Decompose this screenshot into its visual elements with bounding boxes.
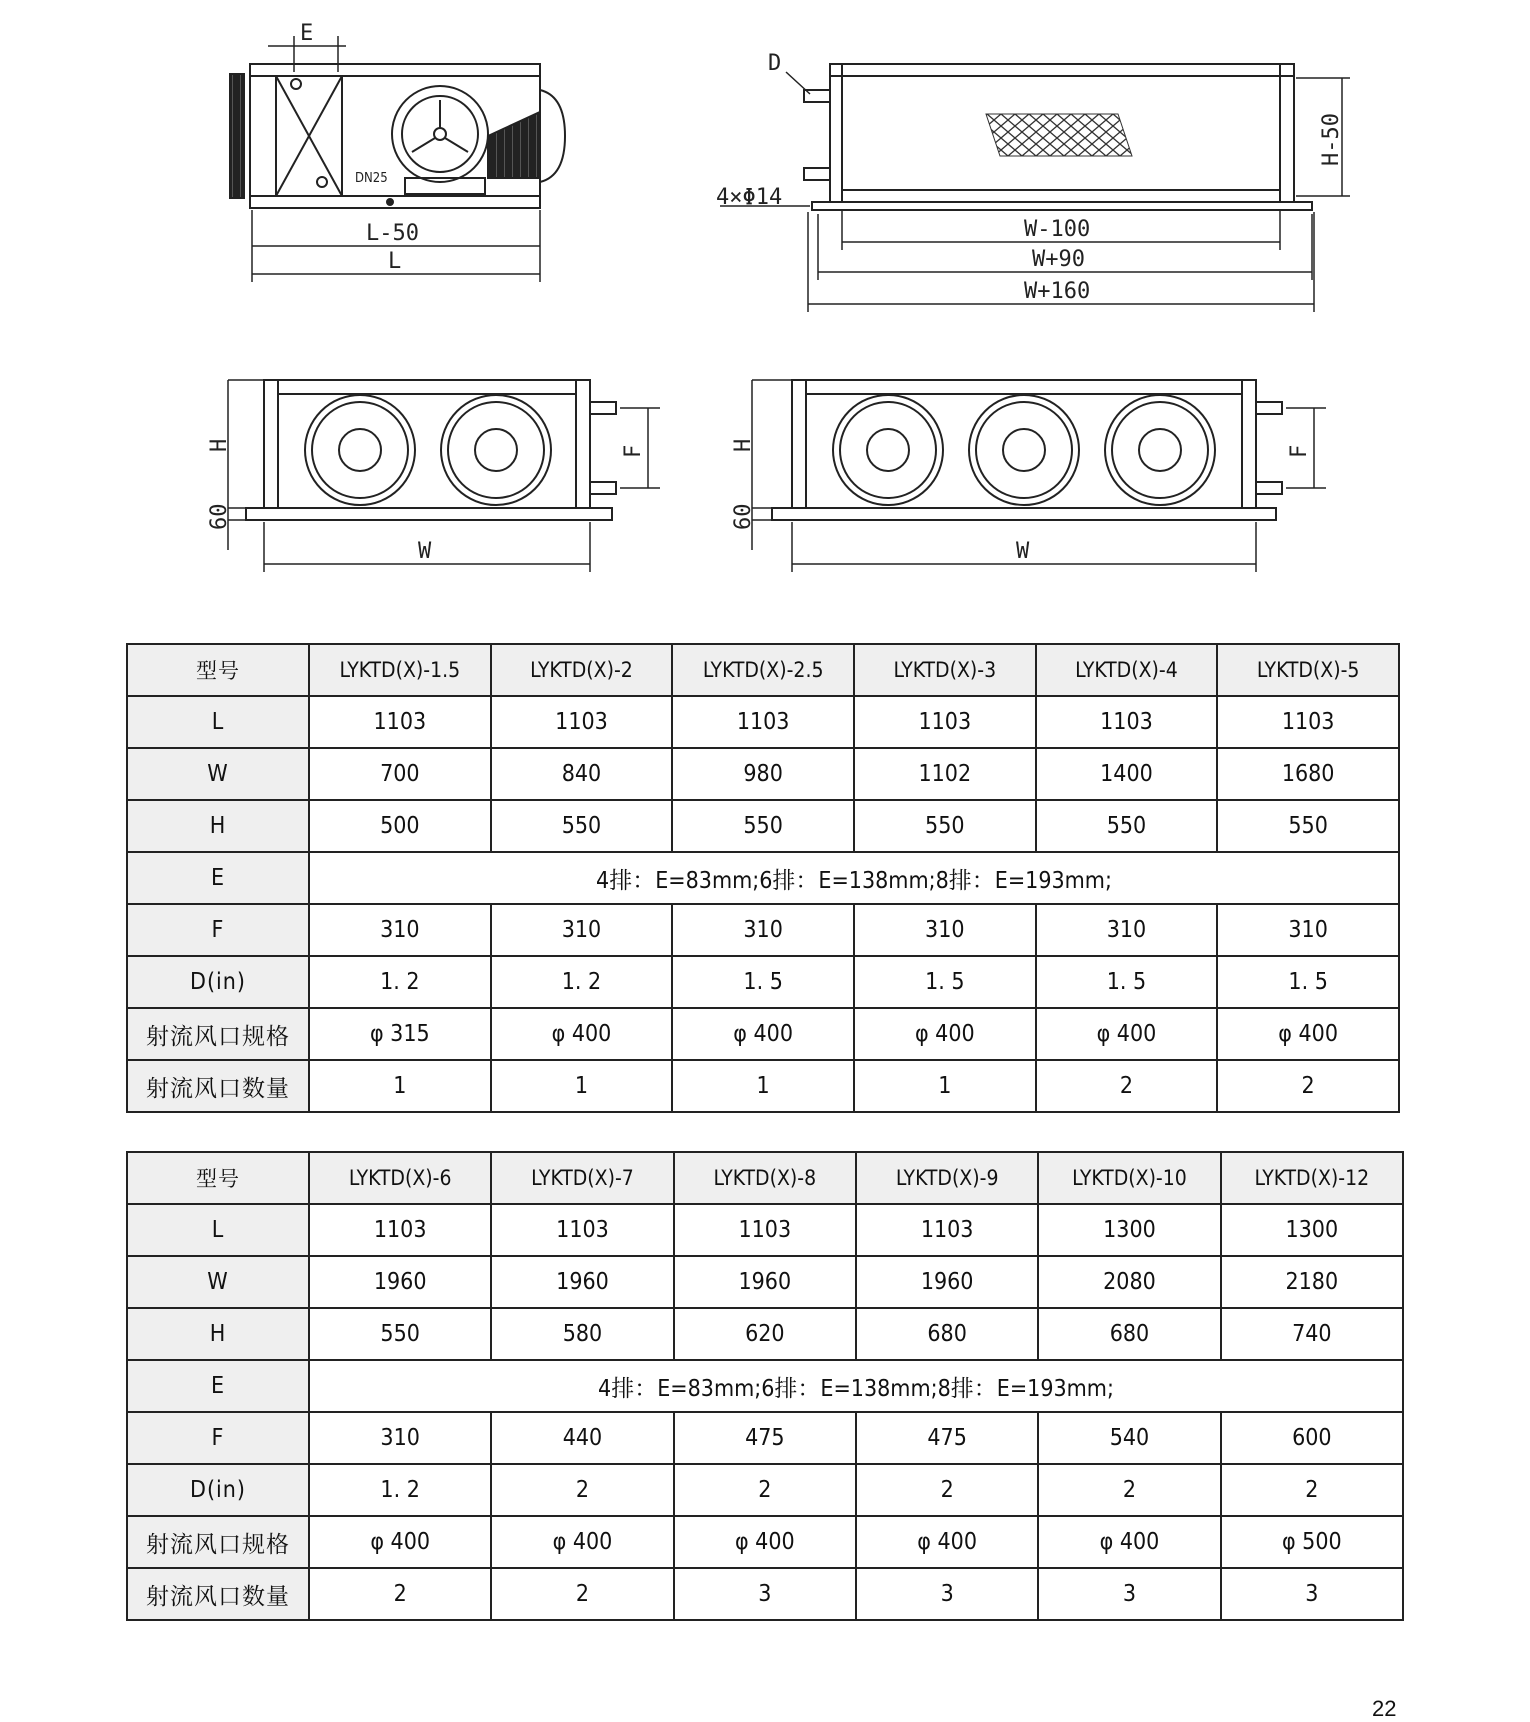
table-cell: 1 xyxy=(491,1060,673,1112)
model-cell: LYKTD(X)-12 xyxy=(1221,1152,1403,1204)
table-cell: 680 xyxy=(856,1308,1038,1360)
table-cell: 540 xyxy=(1038,1412,1220,1464)
table-row xyxy=(127,1516,1403,1568)
model-cell: LYKTD(X)-10 xyxy=(1038,1152,1220,1204)
table-cell: φ 400 xyxy=(491,1008,673,1060)
row-label: 型号 xyxy=(127,644,309,696)
table-row xyxy=(127,904,1399,956)
model-cell: LYKTD(X)-9 xyxy=(856,1152,1038,1204)
table-cell: 1680 xyxy=(1217,748,1399,800)
dim-label-w: W xyxy=(418,539,432,564)
spec-table-2 xyxy=(126,1151,1404,1621)
table-cell: φ 315 xyxy=(309,1008,491,1060)
table-span-cell: 4排：E=83mm;6排：E=138mm;8排：E=193mm; xyxy=(309,1360,1403,1412)
model-cell: LYKTD(X)-8 xyxy=(674,1152,856,1204)
model-cell: LYKTD(X)-1.5 xyxy=(309,644,491,696)
dim-label-f: F xyxy=(621,444,646,458)
front-view-drawing xyxy=(720,64,1350,312)
row-label: 射流风口数量 xyxy=(127,1060,309,1112)
table-cell: 1103 xyxy=(309,696,491,748)
table-cell: 2 xyxy=(1036,1060,1218,1112)
table-cell: φ 400 xyxy=(1036,1008,1218,1060)
table-cell: 980 xyxy=(672,748,854,800)
dim-label-w160: W+160 xyxy=(1024,279,1091,304)
table-cell: 2180 xyxy=(1221,1256,1403,1308)
table-cell: 550 xyxy=(1217,800,1399,852)
row-label: F xyxy=(127,904,309,956)
table-cell: 1400 xyxy=(1036,748,1218,800)
table-cell: 2 xyxy=(309,1568,491,1620)
table-cell: 2 xyxy=(1038,1464,1220,1516)
model-cell: LYKTD(X)-3 xyxy=(854,644,1036,696)
model-cell: LYKTD(X)-5 xyxy=(1217,644,1399,696)
table-cell: 740 xyxy=(1221,1308,1403,1360)
table-cell: 1300 xyxy=(1221,1204,1403,1256)
table-cell: 1. 2 xyxy=(309,1464,491,1516)
model-cell: LYKTD(X)-7 xyxy=(491,1152,673,1204)
table-cell: 1103 xyxy=(1217,696,1399,748)
table-cell: 1960 xyxy=(856,1256,1038,1308)
row-label: D(in) xyxy=(127,1464,309,1516)
row-label: 射流风口规格 xyxy=(127,1008,309,1060)
page-number: 22 xyxy=(1372,1696,1397,1721)
table-cell: 1103 xyxy=(674,1204,856,1256)
table-cell: 1103 xyxy=(309,1204,491,1256)
row-label: H xyxy=(127,1308,309,1360)
row-label: H xyxy=(127,800,309,852)
dim-label-l50: L-50 xyxy=(366,221,419,246)
table-cell: 475 xyxy=(674,1412,856,1464)
table-cell: 1103 xyxy=(1036,696,1218,748)
dim-label-e: E xyxy=(300,21,314,46)
dim-label-holes: 4×Φ14 xyxy=(716,185,783,210)
table-cell: 1. 5 xyxy=(1217,956,1399,1008)
table-cell: φ 400 xyxy=(856,1516,1038,1568)
table-cell: 3 xyxy=(674,1568,856,1620)
dim-label-w: W xyxy=(1016,539,1030,564)
table-cell: 310 xyxy=(1217,904,1399,956)
row-label: D(in) xyxy=(127,956,309,1008)
table-cell: φ 400 xyxy=(674,1516,856,1568)
model-cell: LYKTD(X)-6 xyxy=(309,1152,491,1204)
table-cell: 1103 xyxy=(491,1204,673,1256)
row-label: L xyxy=(127,696,309,748)
spec-table-1 xyxy=(126,643,1400,1113)
table-cell: 1. 2 xyxy=(309,956,491,1008)
table-cell: 3 xyxy=(856,1568,1038,1620)
drain-label: DN25 xyxy=(355,171,388,186)
table-row xyxy=(127,1360,1403,1412)
table-row xyxy=(127,1412,1403,1464)
row-label: 射流风口规格 xyxy=(127,1516,309,1568)
dim-label-60: 60 xyxy=(731,503,756,530)
table-cell: 550 xyxy=(854,800,1036,852)
table-cell: 1960 xyxy=(309,1256,491,1308)
table-row xyxy=(127,1008,1399,1060)
dim-label-h50: H-50 xyxy=(1319,113,1344,166)
table-cell: 310 xyxy=(1036,904,1218,956)
table-cell: 600 xyxy=(1221,1412,1403,1464)
outlet-view-3-drawing xyxy=(752,380,1326,572)
technical-drawings xyxy=(0,0,1530,600)
table-cell: 2 xyxy=(1221,1464,1403,1516)
table-cell: 580 xyxy=(491,1308,673,1360)
table-cell: 1. 2 xyxy=(491,956,673,1008)
table-cell: 2 xyxy=(856,1464,1038,1516)
model-cell: LYKTD(X)-4 xyxy=(1036,644,1218,696)
table-cell: 2 xyxy=(491,1464,673,1516)
table-cell: φ 400 xyxy=(309,1516,491,1568)
table-header-row xyxy=(127,1152,1403,1204)
table-cell: 500 xyxy=(309,800,491,852)
table-cell: 550 xyxy=(309,1308,491,1360)
table-cell: 1. 5 xyxy=(1036,956,1218,1008)
row-label: F xyxy=(127,1412,309,1464)
dim-label-h: H xyxy=(207,438,232,452)
table-cell: 1103 xyxy=(672,696,854,748)
table-cell: 310 xyxy=(672,904,854,956)
table-cell: 3 xyxy=(1038,1568,1220,1620)
table-cell: 550 xyxy=(672,800,854,852)
table-cell: 310 xyxy=(309,1412,491,1464)
table-cell: 1102 xyxy=(854,748,1036,800)
table-row xyxy=(127,1308,1403,1360)
table-row xyxy=(127,696,1399,748)
table-cell: 550 xyxy=(1036,800,1218,852)
outlet-view-2-drawing xyxy=(228,380,660,572)
table-cell: 2 xyxy=(674,1464,856,1516)
table-cell: 620 xyxy=(674,1308,856,1360)
table-cell: φ 400 xyxy=(672,1008,854,1060)
table-cell: 680 xyxy=(1038,1308,1220,1360)
table-cell: 1. 5 xyxy=(672,956,854,1008)
table-cell: 2080 xyxy=(1038,1256,1220,1308)
table-cell: φ 400 xyxy=(1038,1516,1220,1568)
table-cell: 1300 xyxy=(1038,1204,1220,1256)
table-cell: 840 xyxy=(491,748,673,800)
dim-label-w100: W-100 xyxy=(1024,217,1091,242)
table-cell: 475 xyxy=(856,1412,1038,1464)
row-label: E xyxy=(127,852,309,904)
table-cell: 1 xyxy=(309,1060,491,1112)
row-label: L xyxy=(127,1204,309,1256)
table-row xyxy=(127,1204,1403,1256)
model-cell: LYKTD(X)-2.5 xyxy=(672,644,854,696)
table-cell: φ 400 xyxy=(491,1516,673,1568)
table-span-cell: 4排：E=83mm;6排：E=138mm;8排：E=193mm; xyxy=(309,852,1399,904)
row-label: E xyxy=(127,1360,309,1412)
row-label: 射流风口数量 xyxy=(127,1568,309,1620)
table-cell: 3 xyxy=(1221,1568,1403,1620)
table-cell: 1960 xyxy=(674,1256,856,1308)
dim-label-h: H xyxy=(731,438,756,452)
table-row xyxy=(127,852,1399,904)
table-row xyxy=(127,1060,1399,1112)
table-cell: 1. 5 xyxy=(854,956,1036,1008)
table-cell: 700 xyxy=(309,748,491,800)
dim-label-60: 60 xyxy=(207,503,232,530)
table-header-row xyxy=(127,644,1399,696)
table-cell: 550 xyxy=(491,800,673,852)
dim-label-f: F xyxy=(1287,444,1312,458)
table-cell: 1103 xyxy=(854,696,1036,748)
table-cell: 1 xyxy=(672,1060,854,1112)
table-row xyxy=(127,1464,1403,1516)
table-row xyxy=(127,1568,1403,1620)
table-cell: 1103 xyxy=(856,1204,1038,1256)
table-cell: φ 500 xyxy=(1221,1516,1403,1568)
row-label: 型号 xyxy=(127,1152,309,1204)
dim-label-d: D xyxy=(768,51,782,76)
table-cell: 2 xyxy=(1217,1060,1399,1112)
dim-label-w90: W+90 xyxy=(1032,247,1085,272)
table-cell: 310 xyxy=(854,904,1036,956)
table-row xyxy=(127,956,1399,1008)
table-cell: 1103 xyxy=(491,696,673,748)
table-cell: φ 400 xyxy=(854,1008,1036,1060)
table-cell: 1960 xyxy=(491,1256,673,1308)
table-row xyxy=(127,1256,1403,1308)
model-cell: LYKTD(X)-2 xyxy=(491,644,673,696)
table-cell: 440 xyxy=(491,1412,673,1464)
table-row xyxy=(127,748,1399,800)
table-cell: 310 xyxy=(491,904,673,956)
table-cell: 2 xyxy=(491,1568,673,1620)
table-cell: φ 400 xyxy=(1217,1008,1399,1060)
table-row xyxy=(127,800,1399,852)
row-label: W xyxy=(127,748,309,800)
dim-label-l: L xyxy=(388,249,402,274)
table-cell: 310 xyxy=(309,904,491,956)
table-cell: 1 xyxy=(854,1060,1036,1112)
row-label: W xyxy=(127,1256,309,1308)
